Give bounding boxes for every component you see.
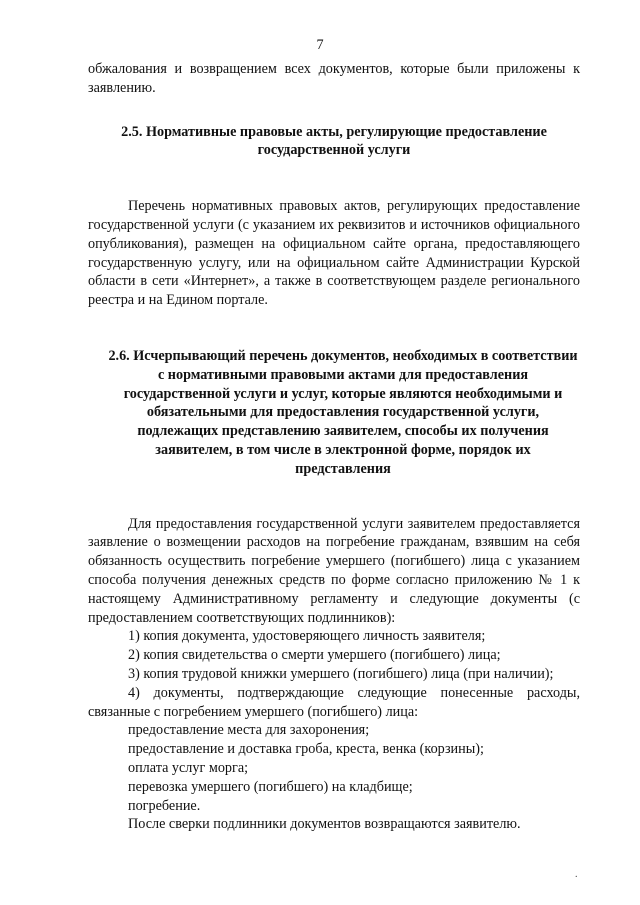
list-item-1: 1) копия документа, удостоверяющего личность заявителя;	[128, 628, 486, 645]
section-2-6-heading: 2.6. Исчерпывающий перечень документов, необходимых в соответствии с нормативными правовыми актами для предоставления государственной услуги и услуг, которые являются необходимыми и обязательными для предоставления государственной услуги, подлежащих представлению заявителем, способы их получения заявителем, в том числе в электронной форме, порядок их представления	[108, 347, 578, 477]
sub-item-2: предоставление и доставка гроба, креста, венка (корзины);	[128, 741, 484, 758]
list-item-3: 3) копия трудовой книжки умершего (погибшего) лица (при наличии);	[128, 665, 554, 682]
page-number: 7	[316, 37, 324, 53]
section-2-6-paragraph: Для предоставления государственной услуги заявителем предоставляется заявление о возмещении расходов на погребение гражданам, взявшим на себя обязанность осуществить погребение умершего (погибшего) лица с указанием способа получения денежных средств по форме согласно приложению № 1 к настоящему Административному регламенту и следующие документы (с предоставлением соответствующих подлинников):	[88, 515, 580, 626]
intro-paragraph: обжалования и возвращением всех документов, которые были приложены к заявлению.	[88, 61, 580, 96]
footer-mark: .	[575, 869, 578, 880]
sub-item-3: оплата услуг морга;	[128, 759, 249, 776]
sub-item-5: погребение.	[128, 797, 201, 814]
list-item-2: 2) копия свидетельства о смерти умершего (погибшего) лица;	[128, 647, 501, 664]
list-item-4: 4) документы, подтверждающие следующие понесенные расходы, связанные с погребением умершего (погибшего) лица:	[88, 684, 580, 720]
section-2-5-heading: 2.5. Нормативные правовые акты, регулирующие предоставление государственной услуги	[121, 123, 547, 159]
sub-item-1: предоставление места для захоронения;	[128, 722, 370, 739]
section-2-5-paragraph: Перечень нормативных правовых актов, регулирующих предоставление государственной услуги (с указанием их реквизитов и источников официального опубликования), размещен на официальном сайте органа, предоставляющего государственную услугу, или на официальном сайте Администрации Курской области в сети «Интернет», а также в соответствующем разделе регионального реестра и на Едином портале.	[88, 198, 580, 309]
page-content	[88, 60, 580, 834]
closing-sentence: После сверки подлинники документов возвращаются заявителю.	[128, 816, 521, 833]
sub-item-4: перевозка умершего (погибшего) на кладбище;	[128, 778, 413, 795]
